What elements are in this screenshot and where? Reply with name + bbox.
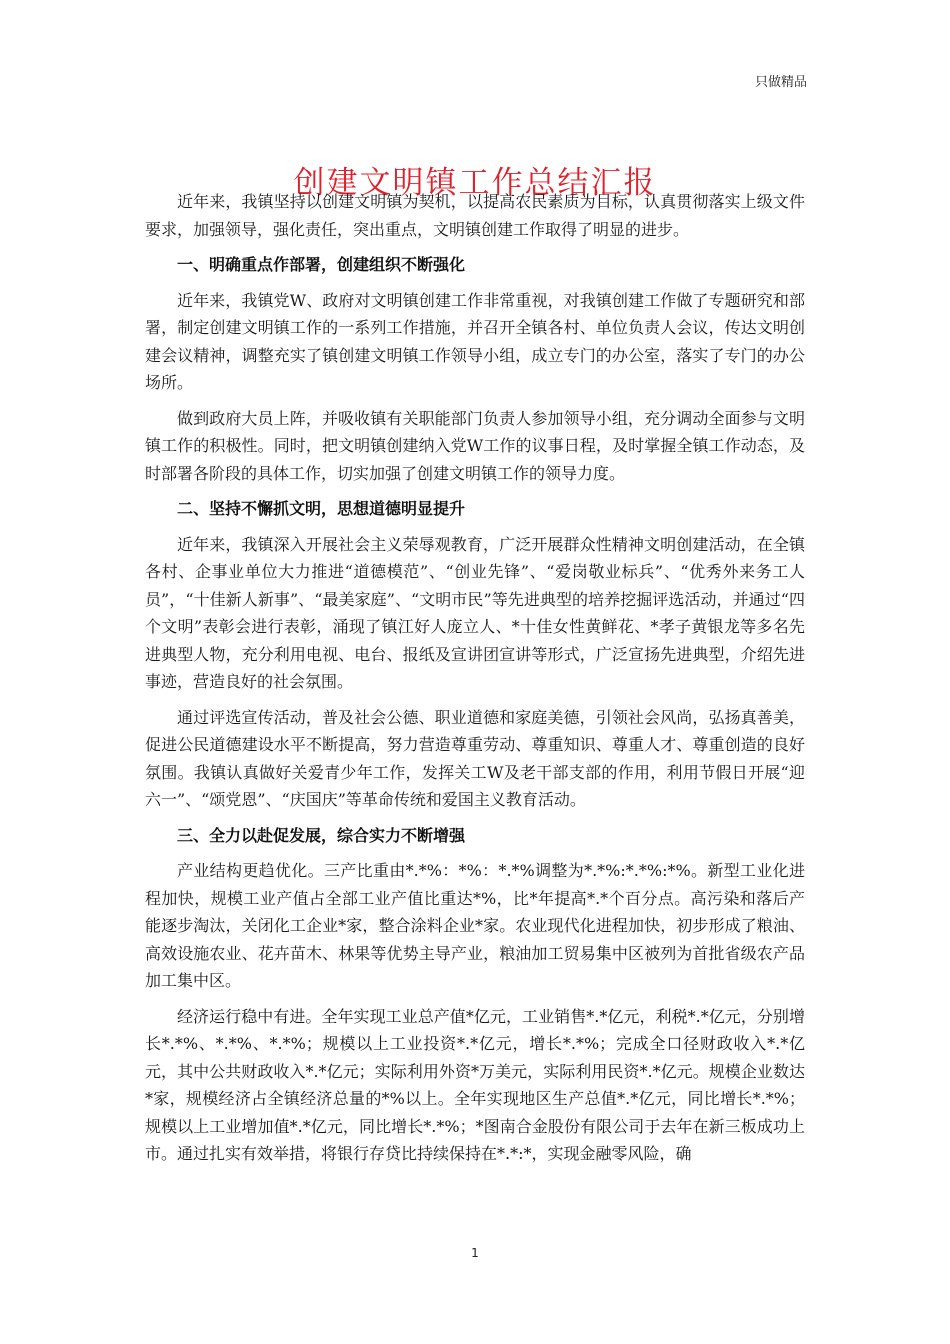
body-paragraph: 近年来，我镇深入开展社会主义荣辱观教育，广泛开展群众性精神文明创建活动，在全镇各村、企事业单位大力推进“道德模范”、“创业先锋”、“爱岗敬业标兵”、“优秀外来务工人员”，“十佳新人新事”、“最美家庭”、“文明市民”等先进典型的培养挖掘评选活动，并通过“四个文明”表彰会进行表彰，涌现了镇江好人庞立人、*十佳女性黄鲜花、*孝子黄银龙等多名先进典型人物，充分利用电视、电台、报纸及宣讲团宣讲等形式，广泛宣扬先进典型，介绍先进事迹，营造良好的社会氛围。: [145, 534, 805, 691]
document-body: [145, 188, 805, 1176]
document-title: 创建文明镇工作总结汇报: [293, 164, 657, 201]
body-paragraph: 通过评选宣传活动，普及社会公德、职业道德和家庭美德，引领社会风尚，弘扬真善美，促进公民道德建设水平不断提高，努力营造尊重劳动、尊重知识、尊重人才、尊重创造的良好氛围。我镇认真做好关爱青少年工作，发挥关工W及老干部支部的作用，利用节假日开展“迎六一”、“颂党恩”、“庆国庆”等革命传统和爱国主义教育活动。: [145, 707, 805, 809]
body-paragraph: 做到政府大员上阵，并吸收镇有关职能部门负责人参加领导小组，充分调动全面参与文明镇工作的积极性。同时，把文明镇创建纳入党W工作的议事日程，及时掌握全镇工作动态，及时部署各阶段的具体工作，切实加强了创建文明镇工作的领导力度。: [145, 408, 805, 483]
intro-paragraph: 近年来，我镇坚持以创建文明镇为契机，以提高农民素质为目标，认真贯彻落实上级文件要求，加强领导，强化责任，突出重点，文明镇创建工作取得了明显的进步。: [145, 192, 805, 239]
section-heading: 一、明确重点作部署，创建组织不断强化: [177, 255, 466, 274]
body-paragraph: 经济运行稳中有进。全年实现工业总产值*亿元，工业销售*.*亿元，利税*.*亿元，分别增长*.*%、*.*%、*.*%；规模以上工业投资*.*亿元，增长*.*%；完成全口径财政收入*.*亿元，其中公共财政收入*.*亿元；实际利用外资*万美元，实际利用民资*.*亿元。规模企业数达*家，规模经济占全镇经济总量的*%以上。全年实现地区生产总值*.*亿元，同比增长*.*%；规模以上工业增加值*.*亿元，同比增长*.*%；*图南合金股份有限公司于去年在新三板成功上市。通过扎实有效举措，将银行存贷比持续保持在*.*:*，实现金融零风险，确: [145, 1006, 805, 1163]
page-number: 1: [471, 1246, 479, 1260]
header-note: 只做精品: [754, 75, 807, 90]
section-heading: 二、坚持不懈抓文明，思想道德明显提升: [177, 499, 466, 518]
body-paragraph: 产业结构更趋优化。三产比重由*.*%：*%：*.*%调整为*.*%:*.*%:*%。新型工业化进程加快，规模工业产值占全部工业产值比重达*%，比*年提高*.*个百分点。高污染和落后产能逐步淘汰，关闭化工企业*家，整合涂料企业*家。农业现代化进程加快，初步形成了粮油、高效设施农业、花卉苗木、林果等优势主导产业，粮油加工贸易集中区被列为首批省级农产品加工集中区。: [145, 861, 805, 990]
section-heading: 三、全力以赴促发展，综合实力不断增强: [177, 825, 466, 845]
body-paragraph: 近年来，我镇党W、政府对文明镇创建工作非常重视，对我镇创建工作做了专题研究和部署，制定创建文明镇工作的一系列工作措施，并召开全镇各村、单位负责人会议，传达文明创建会议精神，调整充实了镇创建文明镇工作领导小组，成立专门的办公室，落实了专门的办公场所。: [145, 290, 805, 392]
